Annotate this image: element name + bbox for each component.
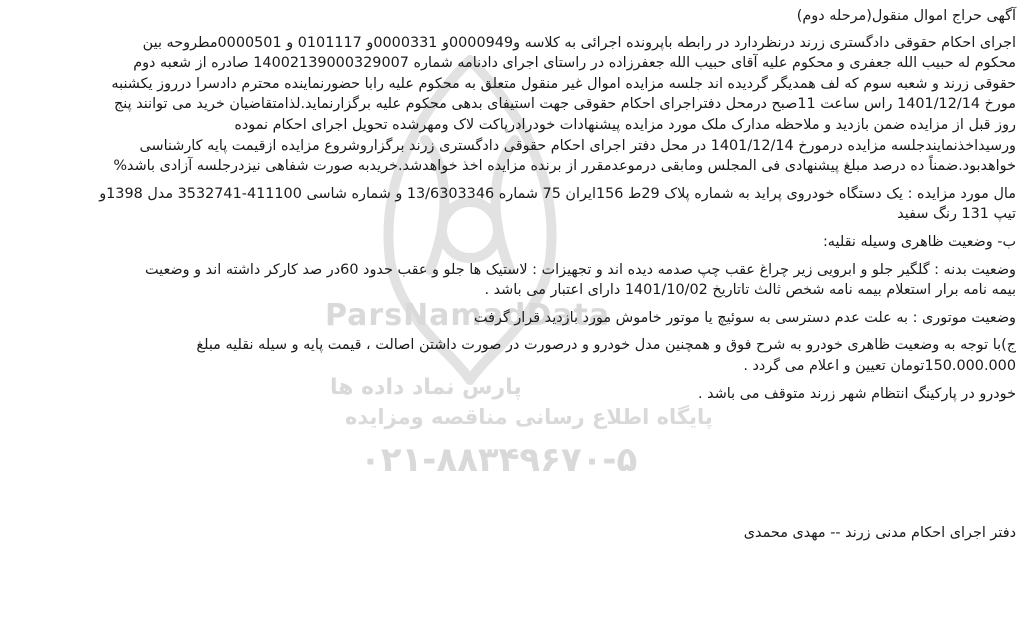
property-line: تیپ 131 رنگ سفید [897,206,1016,223]
watermark-tagline: پارس نماد داده ها [330,375,522,400]
body-line: بیمه نامه برار استعلام بیمه نامه شخص ثالث تاتاریخ 1401/10/02 دارای اعتبار می باشد . [484,282,1016,299]
section-c [8,335,1016,376]
section-b-title: ب- وضعیت ظاهری وسیله نقلیه: [822,233,1016,250]
parking-note: خودرو در پارکینگ انتظام شهر زرند متوقف می باشد . [698,385,1016,402]
watermark-phone: ۰۲۱-۸۸۳۴۹۶۷۰-۵ [360,440,638,480]
engine-condition: وضعیت موتوری : به علت عدم دسترسی به سوئیچ یا موتور خاموش مورد بازدید قرار گرفت [473,309,1016,326]
property-description [8,184,1016,225]
watermark-brand: ParsNamadData [325,298,611,333]
intro-line: خواهدبود.ضمناً ده درصد مبلغ پیشنهادی فی المجلس ومابقی درموعدمقرر از برنده مزایده اخذ خواهدشد.خریدبه صورت شفاهی نیزدرجلسه آزادی باشد% [113,158,1016,175]
section-c-line: ج)با توجه به وضعیت ظاهری خودرو به شرح فوق و همچنین مدل خودرو و درصورت در صورت داشتن اصالت ، قیمت پایه و سیله نقلیه مبلغ [196,337,1016,354]
property-line: مال مورد مزایده : یک دستگاه خودروی پراید به شماره پلاک 29ط 156ایران 75 شماره 13/6303346 و شماره شاسی 411100-3532741 مدل 1398و [99,185,1016,202]
body-condition [8,260,1016,301]
intro-line: روز قبل از مزایده ضمن بازدید و ملاحظه مدارک ملک مورد مزایده پیشنهادات خودرادرپاکت لاک ومهرشده تحویل اجرای احکام نموده [234,116,1016,133]
intro-line: مورخ 1401/12/14 راس ساعت 11صبح درمحل دفتراجرای احکام حقوقی جهت استیفای بدهی محکوم علیه برگزارنماید.لذامتقاضیان خرید می توانند پنج [113,96,1016,113]
watermark-subtagline: پایگاه اطلاع رسانی مناقصه ومزایده [345,405,713,429]
body-line: وضعیت بدنه : گلگیر جلو و ابرویی زیر چراغ عقب چپ صدمه دیده اند و تجهیزات : لاستیک ها جلو و عقب حدود 60در صد کارکر داشته اند و وضعیت [145,261,1016,278]
intro-line: ورسیداخذنمایندجلسه مزایده درمورخ 1401/12/14 در محل دفتر اجرای احکام حقوقی دادگستری زرند برگزاروشروع مزایده ازقیمت پایه کارشناسی [139,137,1016,154]
signature: دفتر اجرای احکام مدنی زرند -- مهدی محمدی [743,525,1016,541]
intro-line: حقوقی زرند و شعبه سوم که لف همدیگر گردیده اند جلسه مزایده اموال غیر منقول متعلق به محکوم علیه رابا حضورنماینده محترم دادسرا درروز یکشنبه [111,75,1016,92]
intro-line: اجرای احکام حقوقی دادگستری زرند درنظردارد در رابطه باپرونده اجرائی به کلاسه و0000949و 0000331و 0101117 و 0000501مطروحه بین [142,34,1016,51]
notice-title: آگهی حراج اموال منقول(مرحله دوم) [796,8,1016,24]
section-c-line: 150.000.000تومان تعیین و اعلام می گردد . [743,357,1016,374]
intro-paragraph [8,33,1016,177]
intro-line: محکوم له حبیب الله جعفری و محکوم علیه آقای حبیب الله جعفرزاده در راستای اجرای دادنامه شماره 14002139000329007 صادره از شعبه دوم [133,55,1016,72]
